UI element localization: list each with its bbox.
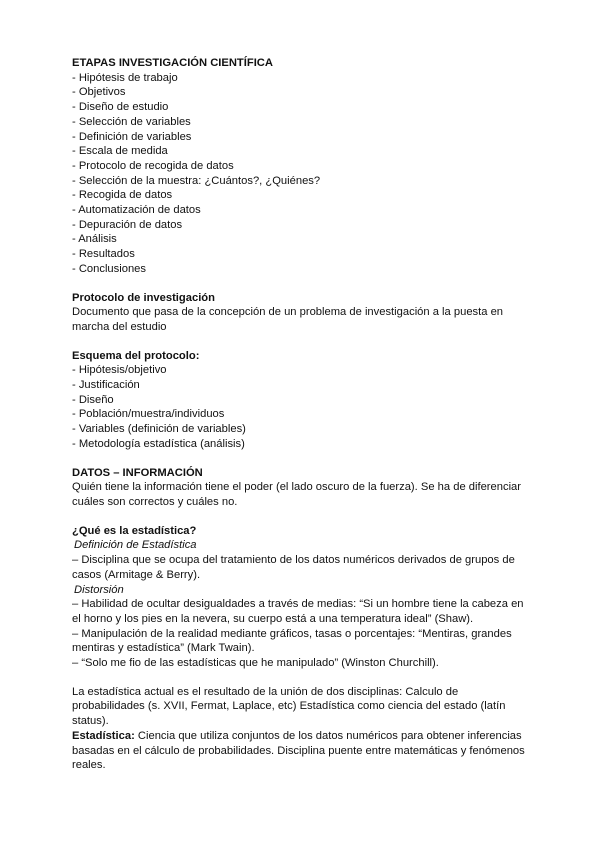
spacer [72,510,530,524]
section-actual [72,685,530,773]
esquema-title: Esquema del protocolo: [72,349,200,362]
section-estadistica [72,524,530,671]
list-item: - Metodología estadística (análisis) [72,437,245,450]
list-item: - Escala de medida [72,145,168,158]
list-item: - Hipótesis/objetivo [72,364,167,377]
list-item: - Definición de variables [72,130,192,143]
estadistica-definition [72,729,530,773]
list-item: - Diseño de estudio [72,101,169,114]
list-item: - Diseño [72,393,114,406]
estadistica-title: ¿Qué es la estadística? [72,524,197,537]
distorsion-item: – Habilidad de ocultar desigualdades a través de medias: “Si un hombre tiene la cabeza en el horno y los pies en la nevera, su cuerpo está a una temperatura ideal” (Shaw). [72,598,524,625]
list-item: - Automatización de datos [72,204,201,217]
list-item: - Justificación [72,379,140,392]
actual-text: La estadística actual es el resultado de la unión de dos disciplinas: Calculo de probabilidades (s. XVII, Fermat, Laplace, etc) Estadística como ciencia del estado (latín status). [72,685,506,728]
estadistica-def: Ciencia que utiliza conjuntos de los datos numéricos para obtener inferencias basadas en el cálculo de probabilidades. Disciplina puente entre matemáticas y fenómenos reales. [72,729,525,772]
etapas-title: ETAPAS INVESTIGACIÓN CIENTÍFICA [72,57,273,69]
distorsion-label: Distorsión [74,583,124,596]
distorsion-item: – “Solo me fio de las estadísticas que he manipulado” (Winston Churchill). [72,657,439,670]
list-item: - Población/muestra/individuos [72,408,225,421]
distorsion-item: – Manipulación de la realidad mediante gráficos, tasas o porcentajes: “Mentiras, grandes mentiras y estadística” (Mark Twain). [72,627,512,655]
section-etapas [72,56,530,277]
section-protocolo [72,291,530,335]
list-item: - Recogida de datos [72,189,173,202]
protocolo-text: Documento que pasa de la concepción de un problema de investigación a la puesta en marcha del estudio [72,306,504,333]
datos-text: Quién tiene la información tiene el poder (el lado oscuro de la fuerza). Se ha de diferenciar cuáles son correctos y cuáles no. [72,481,522,508]
list-item: - Análisis [72,233,117,246]
estadistica-term: Estadística: [72,729,135,742]
list-item: - Hipótesis de trabajo [72,71,178,84]
datos-title: DATOS – INFORMACIÓN [72,466,203,479]
spacer [72,335,530,349]
section-datos [72,466,530,510]
protocolo-title: Protocolo de investigación [72,291,215,304]
list-item: - Objetivos [72,86,126,99]
list-item: - Resultados [72,248,135,261]
list-item: - Conclusiones [72,262,146,275]
definicion-text: – Disciplina que se ocupa del tratamiento de los datos numéricos derivados de grupos de casos (Armitage & Berry). [72,554,515,581]
etapas-list [72,71,530,277]
spacer [72,277,530,291]
section-esquema [72,349,530,452]
list-item: - Selección de la muestra: ¿Cuántos?, ¿Quiénes? [72,174,321,187]
list-item: - Selección de variables [72,115,191,128]
esquema-list [72,363,530,451]
spacer [72,452,530,466]
spacer [72,671,530,685]
definicion-label: Definición de Estadística [74,539,197,552]
list-item: - Variables (definición de variables) [72,423,246,436]
list-item: - Depuración de datos [72,218,183,231]
list-item: - Protocolo de recogida de datos [72,159,234,172]
